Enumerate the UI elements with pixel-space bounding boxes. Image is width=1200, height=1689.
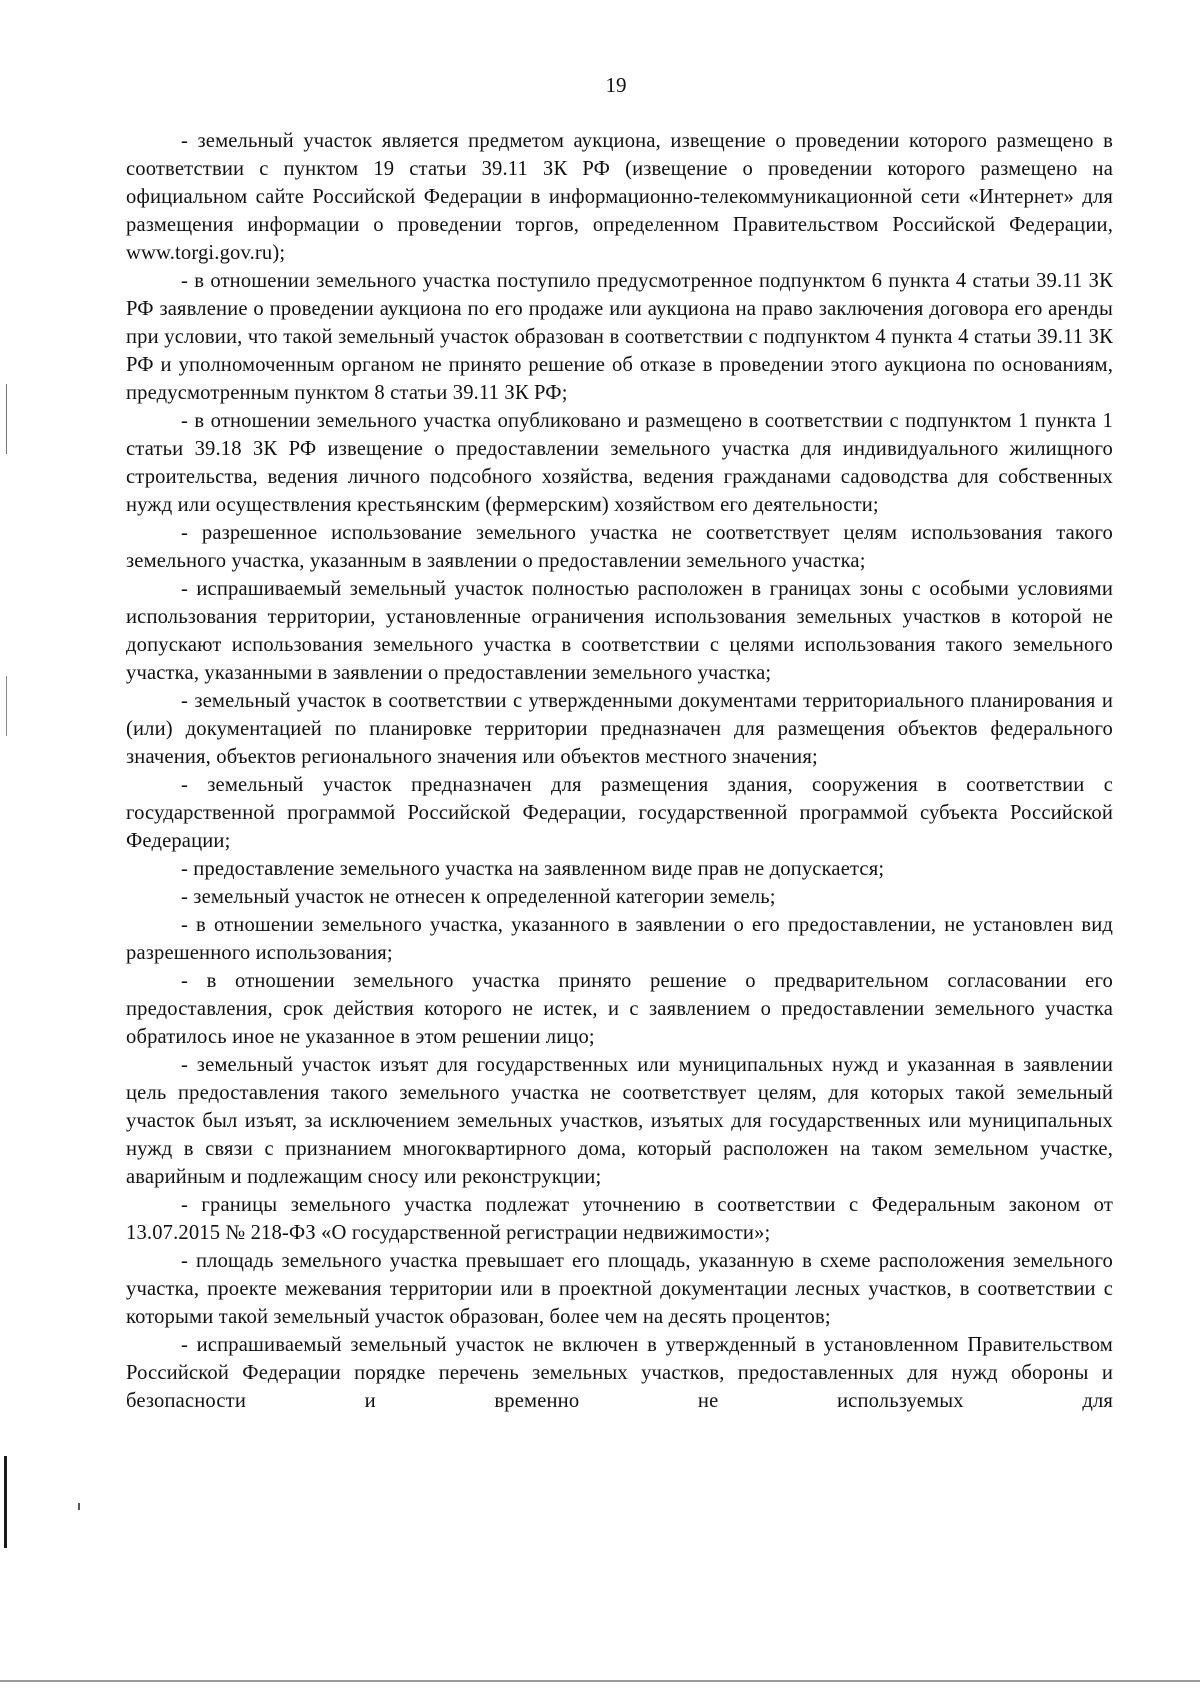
scan-bottom-edge [0,1680,1200,1682]
paragraph-6: - земельный участок в соответствии с утвержденными документами территориального планирования и (или) документацией по планировке территории предназначен для размещения объектов федерального значения, объектов регионального значения или объектов местного значения; [126,690,1113,768]
paragraph-14: - площадь земельного участка превышает его площадь, указанную в схеме расположения земельного участка, проекте межевания территории или в проектной документации лесных участков, в соответствии с которыми такой земельный участок образован, более чем на десять процентов; [126,1250,1113,1328]
paragraph-7: - земельный участок предназначен для размещения здания, сооружения в соответствии с государственной программой Российской Федерации, государственной программой субъекта Российской Федерации; [126,774,1113,852]
paragraph-5: - испрашиваемый земельный участок полностью расположен в границах зоны с особыми условиями использования территории, установленные ограничения использования земельных участков в которой не допускают использования земельного участка в соответствии с целями использования такого земельного участка, указанными в заявлении о предоставлении земельного участка; [126,578,1113,684]
paragraph-1: - земельный участок является предметом аукциона, извещение о проведении которого размещено в соответствии с пунктом 19 статьи 39.11 ЗК РФ (извещение о проведении которого размещено на официальном сайте Российской Федерации в информационно-телекоммуникационной сети «Интернет» для размещения информации о проведении торгов, определенном Правительством Российской Федерации, www.torgi.gov.ru); [126,130,1113,264]
paragraph-12: - земельный участок изъят для государственных или муниципальных нужд и указанная в заявлении цель предоставления такого земельного участка не соответствует целям, для которых такой земельный участок был изъят, за исключением земельных участков, изъятых для государственных или муниципальных нужд в связи с признанием многоквартирного дома, который расположен на таком земельном участке, аварийным и подлежащим сносу или реконструкции; [126,1054,1113,1188]
page-number: 19 [605,73,627,97]
paragraph-4: - разрешенное использование земельного участка не соответствует целям использования такого земельного участка, указанным в заявлении о предоставлении земельного участка; [126,522,1113,572]
scan-margin-mark-middle [6,676,7,736]
paragraph-8: - предоставление земельного участка на заявленном виде прав не допускается; [181,858,885,880]
paragraph-13: - границы земельного участка подлежат уточнению в соответствии с Федеральным законом от 13.07.2015 № 218-ФЗ «О государственной регистрации недвижимости»; [126,1194,1113,1244]
paragraph-15: - испрашиваемый земельный участок не включен в утвержденный в установленном Правительством Российской Федерации порядке перечень земельных участков, предоставленных для нужд обороны и безопасности и временно не используемых для [126,1334,1113,1412]
scan-margin-bar [4,1456,7,1548]
document-body [126,127,1113,1415]
paragraph-3: - в отношении земельного участка опубликовано и размещено в соответствии с подпунктом 1 пункта 1 статьи 39.18 ЗК РФ извещение о предоставлении земельного участка для индивидуального жилищного строительства, ведения личного подсобного хозяйства, ведения гражданами садоводства для собственных нужд или осуществления крестьянским (фермерским) хозяйством его деятельности; [126,410,1113,516]
paragraph-2: - в отношении земельного участка поступило предусмотренное подпунктом 6 пункта 4 статьи 39.11 ЗК РФ заявление о проведении аукциона по его продаже или аукциона на право заключения договора его аренды при условии, что такой земельный участок образован в соответствии с подпунктом 4 пункта 4 статьи 39.11 ЗК РФ и уполномоченным органом не принято решение об отказе в проведении этого аукциона по основаниям, предусмотренным пунктом 8 статьи 39.11 ЗК РФ; [126,270,1113,404]
paragraph-9: - земельный участок не отнесен к определенной категории земель; [181,886,776,908]
scan-margin-dot [78,1503,80,1510]
paragraph-10: - в отношении земельного участка, указанного в заявлении о его предоставлении, не установлен вид разрешенного использования; [126,914,1113,964]
scan-margin-mark-top [6,384,7,454]
paragraph-11: - в отношении земельного участка принято решение о предварительном согласовании его предоставления, срок действия которого не истек, и с заявлением о предоставлении земельного участка обратилось иное не указанное в этом решении лицо; [126,970,1113,1048]
